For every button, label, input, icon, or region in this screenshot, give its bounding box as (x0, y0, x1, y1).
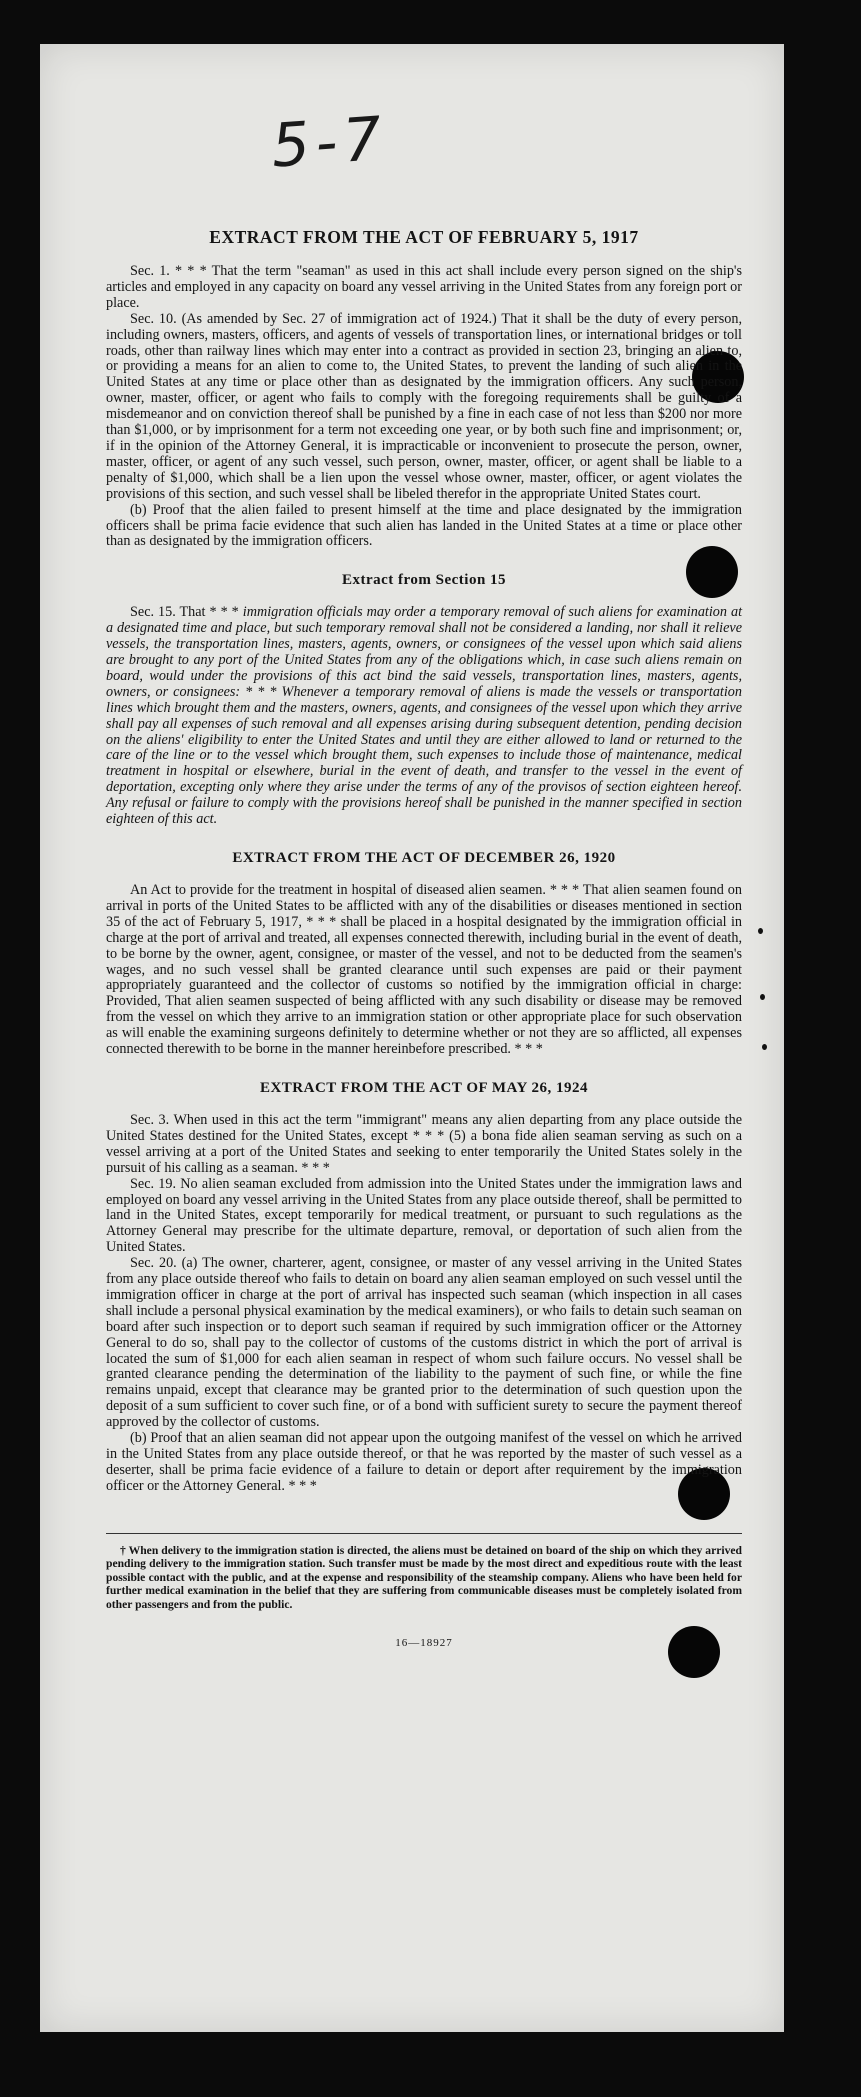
paragraph-sec-3: Sec. 3. When used in this act the term "immigrant" means any alien departing from any place outside the United States destined for the United States, except * * * (5) a bona fide alien seaman serving as such on a vessel arriving at a port of the United States and seeking to enter temporarily the United States solely in the pursuit of his calling as a seaman. * * * (106, 1111, 742, 1176)
footnote-text: † When delivery to the immigration station is directed, the aliens must be detained on board of the ship on which they arrived pending delivery to the immigration station. Such transfer must be made by the most direct and expeditious route with the least possible contact with the public, and at the expense and responsibility of the steamship company. Aliens who have been held for further medical examination in the belief that they are suffering from communicable diseases must be completely isolated from other passengers and from the public. (106, 1543, 742, 1611)
act-1920-text (106, 883, 742, 1058)
paragraph-act-1920: An Act to provide for the treatment in hospital of diseased alien seamen. * * * That alien seamen found on arrival in ports of the United States to be afflicted with any of the disabilities or diseases mentioned in section 35 of the act of February 5, 1917, * * * shall be placed in a hospital designated by the immigration official in charge at the port of arrival and treated, all expenses connected therewith, including burial in the event of death, to be borne by the owner, agent, consignee, or master of the vessel, and not to be deducted from the seamen's wages, and no such vessel shall be granted clearance until such expenses are paid or their payment appropriately guaranteed and the collector of customs so notified by the immigration official in charge: Provided, That alien seamen suspected of being afflicted with any such disability or disease may be removed from the vessel on which they arrive to an immigration station or other appropriate place for such observation as will enable the examining surgeons definitely to determine whether or not they are so afflicted, all expenses connected therewith to be borne in the manner hereinbefore prescribed. * * * (106, 882, 742, 1058)
ink-speck (762, 1044, 767, 1050)
print-folio: 16—18927 (395, 1637, 453, 1650)
paragraph-sec-10: Sec. 10. (As amended by Sec. 27 of immigration act of 1924.) That it shall be the duty of every person, including owners, masters, officers, and agents of vessels of transportation lines, or international bridges or toll roads, other than railway lines which may enter into a contract as provided in section 23, bringing an alien to, or providing a means for an alien to come to, the United States, to prevent the landing of such alien in the United States at any time or place other than as designated by the immigration officers. Any such person, owner, master, officer, or agent who fails to comply with the foregoing requirements shall be guilty of a misdemeanor and on conviction thereof shall be punished by a fine in each case of not less than $200 nor more than $1,000, or by imprisonment for a term not exceeding one year, or by both such fine and imprisonment; or, if in the opinion of the Attorney General, it is impracticable or inconvenient to prosecute the person, owner, master, officer, or agent of any such vessel, such person, owner, master, officer, or agent shall be liable to a penalty of $1,000, which shall be a lien upon the vessel whose owner, master, officer, or agent violates the provisions of this section, and such vessel shall be libeled therefor in the appropriate United States court. (106, 310, 742, 502)
paragraph-sec-10-b: (b) Proof that the alien failed to present himself at the time and place designated by the immigration officers shall be prima facie evidence that such alien has landed in the United States at a time or place other than as designated by the immigration officers. (106, 501, 742, 550)
paragraph-sec-1: Sec. 1. * * * That the term "seaman" as used in this act shall include every person signed on the ship's articles and employed in any capacity on board any vessel arriving in the United States from any foreign port or place. (106, 263, 742, 311)
document-body (106, 104, 742, 1649)
ink-speck (758, 928, 763, 934)
act-1924-text (106, 1113, 742, 1495)
document-page (40, 44, 784, 2032)
footnote (106, 1544, 742, 1612)
sec-15-body: immigration officials may order a temporary removal of such aliens for examination at a designated time and place, but such temporary removal shall not be considered a landing, nor shall it relieve vessels, the transportation lines, masters, agents, owners, or consignees of the vessel upon which said aliens are brought to any port of the United States from any of the obligations which, in case such aliens remain on board, would under the provisions of this act bind the said vessels, transportation lines, masters, agents, owners, or consignees: * * * Whenever a temporary removal of aliens is made the vessels or transportation lines which brought them and the masters, owners, agents, and consignees of the vessel upon which they arrive shall pay all expenses of such removal and all expenses arising during subsequent detention, pending decision on the aliens' eligibility to enter the United States and until they are either allowed to land or returned to the care of the line or to the vessel which brought them, such expenses to include those of maintenance, medical treatment in hospital or elsewhere, burial in the event of death, and transfer to the vessel in the event of deportation, excepting only where they arise under the terms of any of the provisos of section eighteen hereof. Any refusal or failure to comply with the provisions hereof shall be punished in the manner specified in section eighteen of this act. (106, 604, 743, 828)
footnote-divider (106, 1533, 742, 1534)
paragraph-sec-19: Sec. 19. No alien seaman excluded from admission into the United States under the immigration laws and employed on board any vessel arriving in the United States from any place outside thereof, shall be permitted to land in the United States, except temporarily for medical treatment, or pursuant to such regulations as the Attorney General may prescribe for the ultimate departure, removal, or deportation of such alien from the United States. (106, 1175, 742, 1256)
sec-15-lead: Sec. 15. That * * * (130, 604, 239, 621)
heading-section-15: Extract from Section 15 (341, 572, 507, 589)
heading-act-1920: EXTRACT FROM THE ACT OF DECEMBER 26, 1920 (232, 850, 616, 866)
handwritten-page-number: 5-7 (269, 103, 390, 182)
paragraph-sec-15 (106, 605, 742, 828)
paragraph-sec-20-b: (b) Proof that an alien seaman did not appear upon the outgoing manifest of the vessel on which he arrived in the United States from any place outside thereof, or that he was reported by the master of such vessel as a deserter, shall be prima facie evidence of a failure to detain or deport after requirement by the immigration officer or the Attorney General. * * * (106, 1430, 742, 1494)
ink-speck (760, 994, 765, 1000)
heading-act-1924: EXTRACT FROM THE ACT OF MAY 26, 1924 (259, 1079, 589, 1096)
section-15-text (106, 605, 742, 828)
act-1917-text (106, 264, 742, 550)
heading-act-1917: EXTRACT FROM THE ACT OF FEBRUARY 5, 1917 (209, 227, 639, 247)
paragraph-sec-20-a: Sec. 20. (a) The owner, charterer, agent, consignee, or master of any vessel arriving in the United States from any place outside thereof who fails to detain on board any alien seaman employed on such vessel until the immigration officer in charge at the port of arrival has inspected such seaman (which inspection in all cases shall include a personal physical examination by the medical examiners), or who fails to detain such seaman on board after such inspection or to deport such seaman if required by such immigration officer or the Attorney General to do so, shall pay to the collector of customs of the customs district in which the port of arrival is located the sum of $1,000 for each alien seaman in respect of whom such failure occurs. No vessel shall be granted clearance pending the determination of the liability to the payment of such fine, or while the fine remains unpaid, except that clearance may be granted prior to the determination of such question upon the deposit of a sum sufficient to cover such fine, or of a bond with sufficient surety to secure the payment thereof approved by the collector of customs. (106, 1255, 742, 1431)
